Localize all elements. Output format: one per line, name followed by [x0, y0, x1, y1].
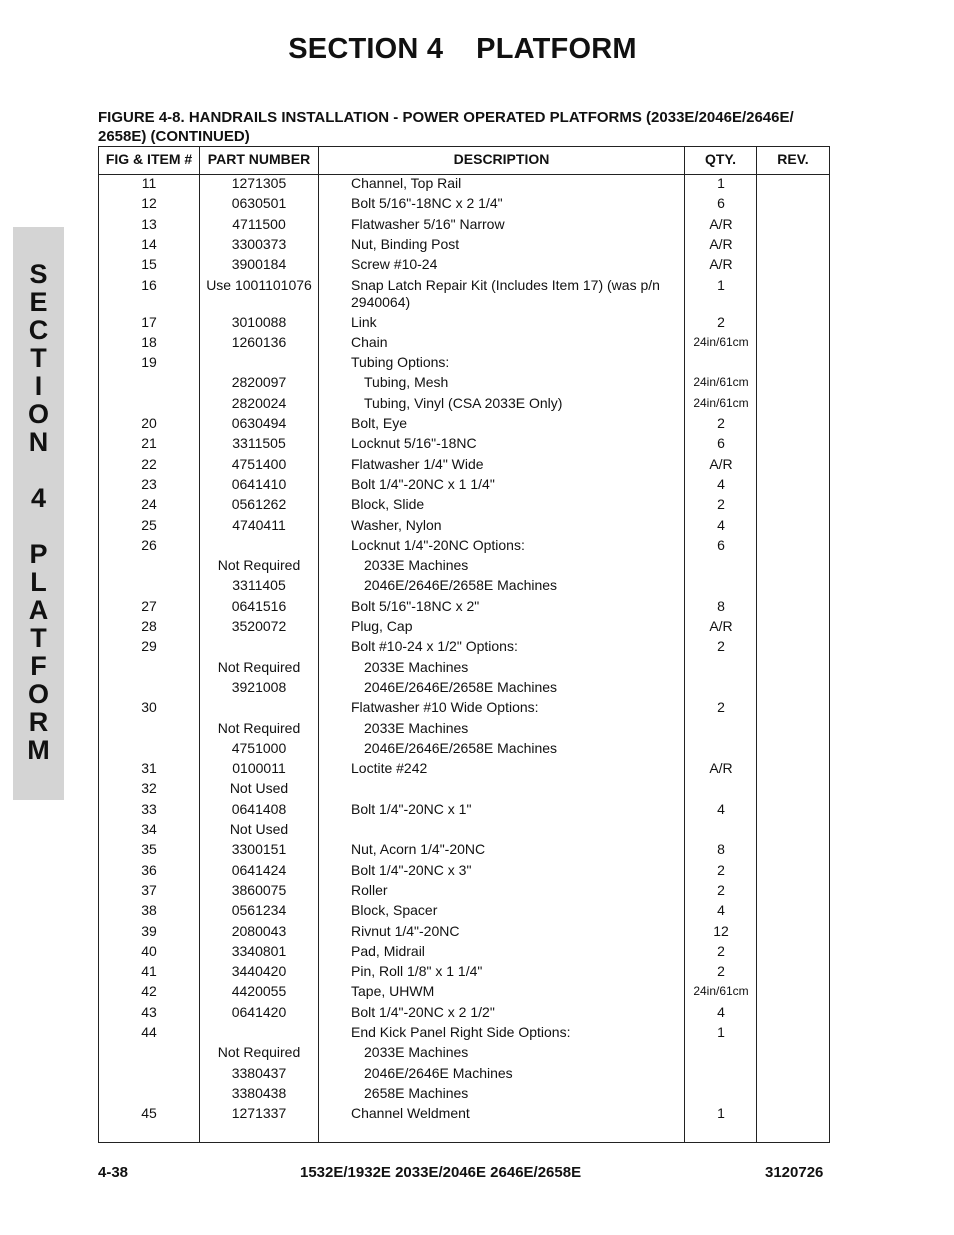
row-qty: 1 — [717, 175, 725, 191]
side-tab-letter: L — [30, 567, 47, 597]
parts-table — [98, 146, 830, 1143]
row-part-number: Not Used — [229, 780, 289, 797]
row-part-number: 0641424 — [231, 861, 287, 878]
row-part-number: 0641420 — [231, 1003, 287, 1020]
row-description: Locknut 1/4"-20NC Options: — [351, 536, 525, 553]
row-description: 2658E Machines — [364, 1084, 469, 1101]
row-description: Link — [351, 313, 377, 330]
row-part-number: 3311505 — [232, 435, 286, 452]
side-tab-letter: O — [27, 399, 49, 429]
row-description: Bolt 5/16"-18NC x 2 1/4" — [351, 195, 503, 212]
section-title: SECTION 4 PLATFORM — [288, 33, 637, 65]
row-qty: 2 — [717, 496, 725, 513]
row-part-number: Not Required — [217, 557, 301, 574]
row-part-number: 4740411 — [232, 516, 286, 533]
row-description: Nut, Acorn 1/4"-20NC — [351, 841, 486, 858]
row-item-number: 44 — [141, 1024, 157, 1040]
row-qty: 24in/61cm — [693, 395, 749, 410]
row-description: Washer, Nylon — [351, 516, 442, 533]
side-tab-letter: 4 — [30, 483, 47, 513]
row-description: Locknut 5/16"-18NC — [351, 435, 477, 452]
row-item-number: 24 — [141, 496, 157, 513]
row-qty: 2 — [717, 881, 725, 898]
row-part-number: 3340801 — [231, 942, 287, 959]
row-description: Bolt 1/4"-20NC x 3" — [351, 861, 472, 878]
row-part-number: 0641408 — [231, 800, 287, 817]
row-part-number: 2080043 — [231, 922, 287, 939]
row-qty: 1 — [717, 1024, 725, 1040]
row-description: Bolt, Eye — [351, 415, 408, 431]
row-part-number: 3300373 — [231, 235, 287, 252]
side-tab-letter: E — [29, 287, 48, 317]
row-description: 2033E Machines — [364, 658, 469, 675]
row-qty: 2 — [717, 638, 725, 655]
row-part-number: 0641516 — [231, 597, 287, 614]
row-item-number: 22 — [141, 455, 157, 472]
header-part-number: PART NUMBER — [207, 151, 311, 167]
row-description: Bolt 1/4"-20NC x 2 1/2" — [351, 1003, 495, 1020]
row-item-number: 21 — [141, 435, 157, 452]
row-part-number: 0100011 — [232, 760, 286, 777]
side-tab-letter: P — [29, 539, 48, 569]
row-qty: 12 — [713, 922, 729, 939]
row-part-number: 4751000 — [231, 739, 287, 756]
row-description: Roller — [351, 881, 388, 898]
row-qty: 1 — [717, 276, 725, 293]
row-part-number: Not Required — [217, 1044, 301, 1061]
row-item-number: 37 — [141, 881, 157, 898]
row-part-number: 3900184 — [231, 256, 287, 273]
row-description: 2033E Machines — [364, 1044, 469, 1061]
row-part-number: 3921008 — [231, 678, 287, 695]
row-description: Screw #10-24 — [351, 256, 438, 273]
row-description: Bolt 1/4"-20NC x 1 1/4" — [351, 475, 495, 492]
row-description: Flatwasher 5/16" Narrow — [351, 215, 505, 232]
row-item-number: 39 — [141, 922, 157, 939]
row-description: Channel Weldment — [351, 1105, 470, 1122]
row-qty: 2 — [717, 313, 725, 330]
column-divider — [756, 147, 757, 1142]
row-item-number: 18 — [141, 333, 157, 350]
row-item-number: 41 — [141, 963, 157, 980]
row-item-number: 34 — [141, 821, 157, 837]
row-description: Tape, UHWM — [351, 983, 435, 1000]
row-item-number: 20 — [141, 415, 157, 431]
column-divider — [318, 147, 319, 1142]
row-item-number: 26 — [141, 536, 157, 553]
row-part-number: 3380437 — [231, 1064, 287, 1081]
row-qty: 2 — [717, 861, 725, 878]
row-qty: A/R — [709, 235, 733, 252]
row-description: Bolt #10-24 x 1/2" Options: — [351, 638, 518, 655]
header-description: DESCRIPTION — [453, 151, 550, 167]
footer-models: 1532E/1932E 2033E/2046E 2646E/2658E — [300, 1164, 582, 1181]
row-item-number: 29 — [141, 638, 157, 655]
row-description: Loctite #242 — [351, 760, 428, 777]
row-part-number: Not Required — [217, 658, 301, 675]
row-qty: 2 — [717, 415, 725, 431]
row-description: Pin, Roll 1/8" x 1 1/4" — [351, 963, 483, 980]
row-description: Block, Spacer — [351, 902, 438, 919]
section-side-tab — [13, 227, 64, 800]
row-part-number: 3380438 — [231, 1084, 287, 1101]
row-qty: A/R — [709, 256, 733, 273]
row-description: Bolt 5/16"-18NC x 2" — [351, 597, 480, 614]
row-part-number: 3860075 — [231, 881, 287, 898]
row-item-number: 19 — [141, 354, 157, 371]
row-item-number: 14 — [141, 235, 157, 252]
row-part-number: 0561262 — [231, 496, 287, 513]
side-tab-letter: T — [30, 623, 47, 653]
row-part-number: 3440420 — [231, 963, 287, 980]
row-item-number: 32 — [141, 780, 157, 797]
row-qty: A/R — [709, 215, 733, 232]
row-part-number: 2820024 — [231, 394, 287, 411]
row-description: Tubing, Mesh — [364, 374, 449, 391]
row-description: End Kick Panel Right Side Options: — [351, 1024, 571, 1040]
row-part-number: 0561234 — [231, 902, 287, 919]
row-part-number: 2820097 — [231, 374, 287, 391]
row-part-number: 3300151 — [231, 841, 287, 858]
row-description: 2046E/2646E/2658E Machines — [364, 577, 558, 594]
header-rev: REV. — [777, 151, 809, 167]
row-qty: 8 — [717, 597, 725, 614]
row-qty: 1 — [717, 1105, 725, 1122]
row-qty: 24in/61cm — [693, 334, 749, 349]
row-qty: A/R — [709, 618, 733, 634]
row-item-number: 43 — [141, 1003, 157, 1020]
row-qty: 6 — [717, 435, 725, 452]
column-divider — [684, 147, 685, 1142]
row-item-number: 33 — [141, 800, 157, 817]
row-description: 2033E Machines — [364, 557, 469, 574]
row-description: Channel, Top Rail — [351, 175, 462, 191]
row-description: Nut, Binding Post — [351, 235, 460, 252]
header-fig-item: FIG & ITEM # — [105, 151, 193, 167]
row-description: Block, Slide — [351, 496, 425, 513]
row-description: Pad, Midrail — [351, 942, 425, 959]
row-qty: 2 — [717, 942, 725, 959]
row-qty: 4 — [717, 902, 725, 919]
row-item-number: 35 — [141, 841, 157, 858]
side-tab-letter: F — [30, 651, 47, 681]
row-item-number: 28 — [141, 618, 157, 634]
row-part-number: 3311405 — [232, 577, 286, 594]
row-qty: A/R — [709, 760, 733, 777]
row-qty: 8 — [717, 841, 725, 858]
row-description: Tubing, Vinyl (CSA 2033E Only) — [364, 394, 563, 411]
row-description: Tubing Options: — [351, 354, 450, 371]
row-item-number: 12 — [141, 195, 157, 212]
row-item-number: 42 — [141, 983, 157, 1000]
row-item-number: 31 — [141, 760, 157, 777]
row-description: Rivnut 1/4"-20NC — [351, 922, 460, 939]
row-qty: 4 — [717, 516, 725, 533]
row-part-number: 0630494 — [231, 415, 287, 431]
row-qty: 4 — [717, 1003, 725, 1020]
row-part-number: 1260136 — [231, 333, 287, 350]
row-item-number: 16 — [141, 276, 157, 293]
row-description: 2046E/2646E/2658E Machines — [364, 739, 558, 756]
row-description: 2033E Machines — [364, 719, 469, 736]
row-qty: 2 — [717, 699, 725, 716]
row-qty: 6 — [717, 536, 725, 553]
row-item-number: 27 — [141, 597, 157, 614]
row-item-number: 17 — [141, 313, 157, 330]
side-tab-letter: A — [28, 595, 49, 625]
row-part-number: Use 1001101076 — [206, 276, 312, 293]
row-description: Snap Latch Repair Kit (Includes Item 17) (was p/n 2940064) — [351, 276, 660, 310]
row-part-number: 1271337 — [231, 1105, 287, 1122]
row-item-number: 13 — [141, 215, 157, 232]
side-tab-letter: M — [27, 735, 50, 765]
row-description: 2046E/2646E Machines — [364, 1064, 513, 1081]
side-tab-letter: S — [29, 259, 48, 289]
row-item-number: 15 — [141, 256, 157, 273]
header-qty: QTY. — [704, 151, 737, 167]
footer-page-number: 4-38 — [98, 1164, 129, 1181]
row-item-number: 30 — [141, 699, 157, 716]
row-item-number: 38 — [141, 902, 157, 919]
side-tab-letter: N — [28, 427, 49, 457]
side-tab-letter: I — [34, 371, 43, 401]
row-part-number: 1271305 — [231, 175, 287, 191]
row-item-number: 45 — [141, 1105, 157, 1122]
row-description: Flatwasher #10 Wide Options: — [351, 699, 539, 716]
row-description: Flatwasher 1/4" Wide — [351, 455, 484, 472]
side-tab-letter: T — [30, 343, 47, 373]
figure-caption: FIGURE 4-8. HANDRAILS INSTALLATION - POWER OPERATED PLATFORMS (2033E/2046E/2646E/ 2658E) (CONTINUED) — [98, 109, 794, 145]
side-tab-letter: R — [28, 707, 49, 737]
row-item-number: 36 — [141, 861, 157, 878]
row-qty: 2 — [717, 963, 725, 980]
row-part-number: 3010088 — [231, 313, 287, 330]
row-item-number: 11 — [141, 175, 157, 191]
row-part-number: 4420055 — [231, 983, 287, 1000]
row-part-number: 3520072 — [231, 618, 287, 634]
row-qty: 6 — [717, 195, 725, 212]
row-part-number: Not Used — [229, 821, 289, 837]
row-part-number: 0641410 — [231, 475, 287, 492]
row-qty: 4 — [717, 475, 725, 492]
row-qty: 24in/61cm — [693, 984, 749, 999]
row-item-number: 25 — [141, 516, 157, 533]
row-part-number: 4751400 — [231, 455, 287, 472]
row-qty: 4 — [717, 800, 725, 817]
side-tab-letter: O — [27, 679, 49, 709]
row-description: Plug, Cap — [351, 618, 413, 634]
row-description: 2046E/2646E/2658E Machines — [364, 678, 558, 695]
row-qty: 24in/61cm — [693, 375, 749, 390]
row-part-number: Not Required — [217, 719, 301, 736]
footer-doc-number: 3120726 — [765, 1164, 824, 1181]
row-description: Bolt 1/4"-20NC x 1" — [351, 800, 472, 817]
row-description: Chain — [351, 333, 388, 350]
row-qty: A/R — [709, 455, 733, 472]
row-part-number: 0630501 — [231, 195, 287, 212]
row-item-number: 23 — [141, 475, 157, 492]
side-tab-letter: C — [28, 315, 49, 345]
row-item-number: 40 — [141, 942, 157, 959]
row-part-number: 4711500 — [232, 215, 286, 232]
